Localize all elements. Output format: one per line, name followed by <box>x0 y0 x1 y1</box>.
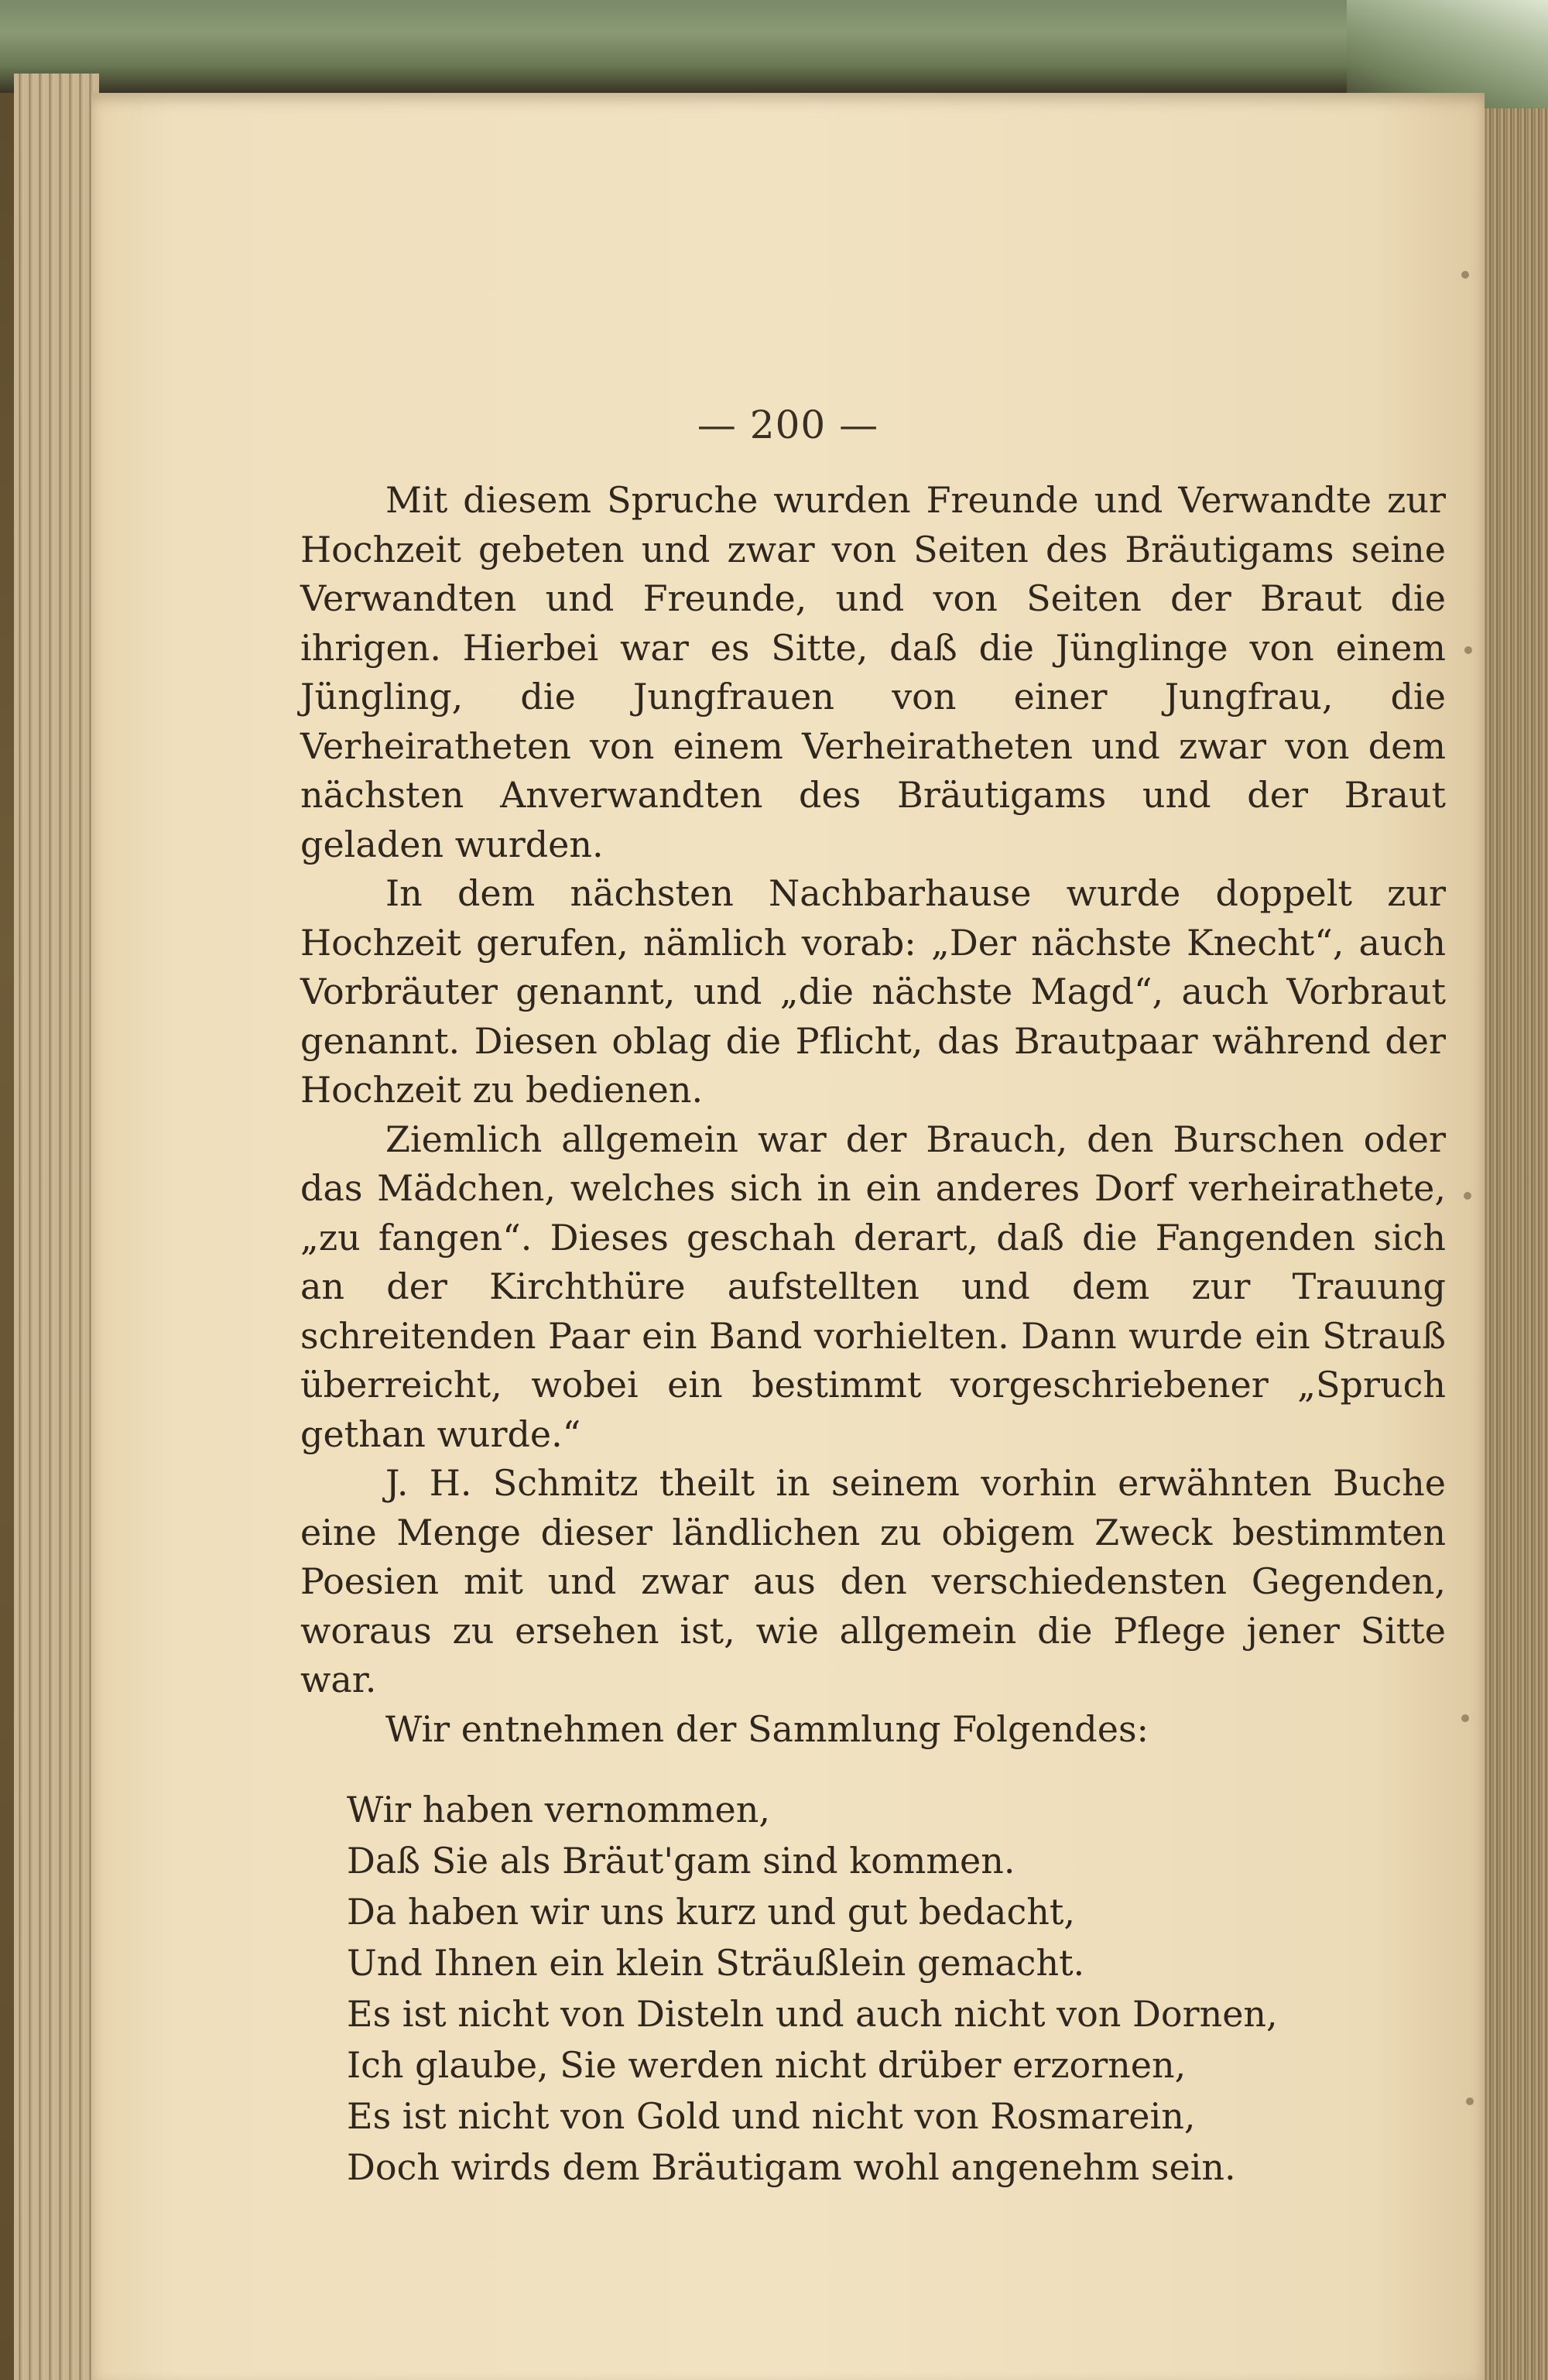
foxing-spot <box>1466 2097 1474 2105</box>
foxing-spot <box>1464 646 1472 654</box>
poem-line: Daß Sie als Bräut'gam sind kommen. <box>347 1840 1015 1882</box>
page-edges-right <box>1478 108 1548 2380</box>
book-cover-top <box>0 0 1548 93</box>
poem-line: Und Ihnen ein klein Sträußlein gemacht. <box>347 1942 1085 1984</box>
foxing-spot <box>1464 1192 1471 1200</box>
book-page <box>91 93 1485 2380</box>
page-number: — 200 — <box>697 402 879 447</box>
page-edges-left <box>14 74 99 2380</box>
paragraph: In dem nächsten Nachbarhause wurde doppelt zur Hochzeit gerufen, nämlich vorab: „Der nächste Knecht“, auch Vorbräuter genannt, und „die nächste Magd“, auch Vorbraut genannt. Diesen oblag die Pflicht, das Brautpaar während der Hochzeit zu bedienen. <box>300 872 1446 1111</box>
paragraph: Wir entnehmen der Sammlung Folgendes: <box>385 1707 1149 1750</box>
poem-line: Ich glaube, Sie werden nicht drüber erzornen, <box>347 2044 1187 2086</box>
foxing-spot <box>1461 271 1469 279</box>
paragraph: J. H. Schmitz theilt in seinem vorhin erwähnten Buche eine Menge dieser ländlichen zu obigem Zweck bestimmten Poesien mit und zwar aus den verschiedensten Gegenden, woraus zu ersehen ist, wie allgemein die Pflege jener Sitte war. <box>300 1462 1446 1700</box>
poem-line: Es ist nicht von Disteln und auch nicht von Dornen, <box>347 1993 1278 2035</box>
body-text <box>300 476 1446 1754</box>
poem-line: Es ist nicht von Gold und nicht von Rosmarein, <box>347 2095 1196 2137</box>
poem-line: Wir haben vernommen, <box>347 1789 770 1830</box>
paragraph: Mit diesem Spruche wurden Freunde und Verwandte zur Hochzeit gebeten und zwar von Seiten des Bräutigams seine Verwandten und Freunde, und von Seiten der Braut die ihrigen. Hierbei war es Sitte, daß die Jünglinge von einem Jüngling, die Jungfrauen von einer Jungfrau, die Verheiratheten von einem Verheiratheten und zwar von dem nächsten Anverwandten des Bräutigams und der Braut geladen wurden. <box>300 479 1446 865</box>
poem-line: Da haben wir uns kurz und gut bedacht, <box>347 1891 1075 1933</box>
poem-line: Doch wirds dem Bräutigam wohl angenehm sein. <box>347 2146 1236 2188</box>
poem <box>347 1784 1446 2193</box>
paragraph: Ziemlich allgemein war der Brauch, den Burschen oder das Mädchen, welches sich in ein anderes Dorf verheirathete, „zu fangen“. Dieses geschah derart, daß die Fangenden sich an der Kirchthüre aufstellten und dem zur Trauung schreitenden Paar ein Band vorhielten. Dann wurde ein Strauß überreicht, wobei ein bestimmt vorgeschriebener „Spruch gethan wurde.“ <box>300 1118 1446 1455</box>
foxing-spot <box>1461 1714 1469 1722</box>
